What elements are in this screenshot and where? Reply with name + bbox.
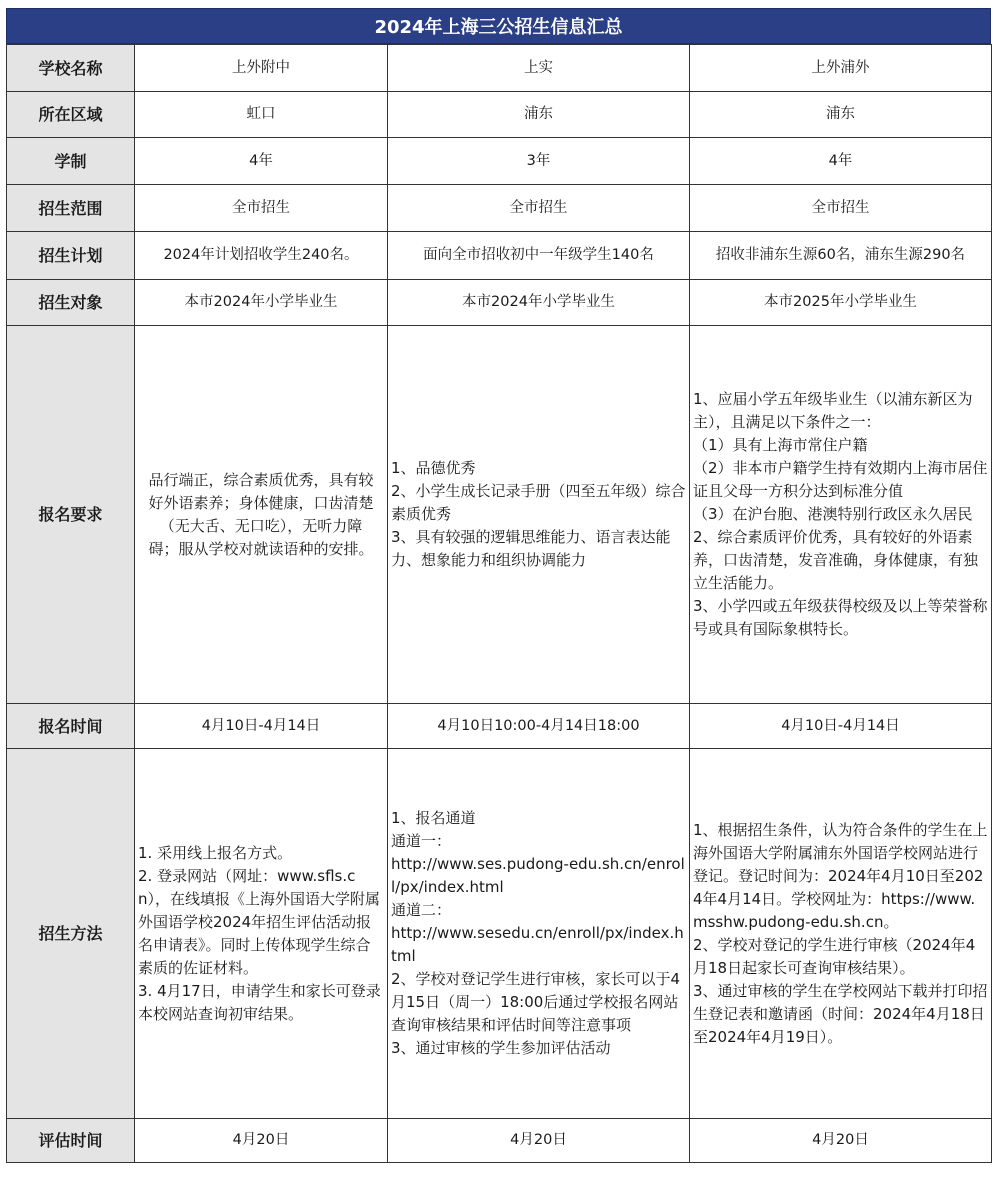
table-row <box>7 138 992 185</box>
req-line: 2、小学生成长记录手册（四至五年级）综合素质优秀 <box>391 482 686 523</box>
table-row <box>7 185 992 232</box>
row-label: 招生计划 <box>7 232 135 280</box>
table-row <box>7 232 992 280</box>
cell: 浦东 <box>690 92 992 138</box>
req-line: 3、具有较强的逻辑思维能力、语言表达能力、想象能力和组织协调能力 <box>391 528 671 569</box>
req-line: 1、应届小学五年级毕业生（以浦东新区为主），且满足以下条件之一： <box>693 390 973 431</box>
cell: 4年 <box>690 138 992 185</box>
table-row <box>7 1119 992 1163</box>
table-row <box>7 704 992 749</box>
table-row <box>7 326 992 704</box>
method-line: 2. 登录网站（网址：www.sfls.cn），在线填报《上海外国语大学附属外国语学校2024年招生评估活动报名申请表》。同时上传体现学生综合素质的佐证材料。 <box>138 866 381 977</box>
cell: 4月20日 <box>690 1119 992 1163</box>
method-line: 1、根据招生条件，认为符合条件的学生在上海外国语大学附属浦东外国语学校网站进行登记。登记时间为：2024年4月10日至2024年4月14日。学校网址为：https://www.msshw.pudong-edu.sh.cn。 <box>693 820 988 931</box>
cell-req-3 <box>690 326 992 704</box>
cell: 本市2025年小学毕业生 <box>690 280 992 326</box>
table-row <box>7 749 992 1119</box>
method-line: 3、通过审核的学生在学校网站下载并打印招生登记表和邀请函（时间：2024年4月18日至2024年4月19日）。 <box>693 981 988 1046</box>
cell: 浦东 <box>388 92 690 138</box>
info-sheet <box>6 8 991 1163</box>
method-line: 3、通过审核的学生参加评估活动 <box>391 1039 611 1057</box>
cell-req-1 <box>135 326 388 704</box>
method-line: 1. 采用线上报名方式。 <box>138 843 293 862</box>
cell: 本市2024年小学毕业生 <box>388 280 690 326</box>
cell: 4月20日 <box>135 1119 388 1163</box>
cell: 4年 <box>135 138 388 185</box>
row-label: 招生范围 <box>7 185 135 232</box>
req-line: （3）在沪台胞、港澳特别行政区永久居民 <box>693 505 973 523</box>
method-link[interactable]: http://www.sesedu.cn/enroll/px/index.html <box>391 924 684 965</box>
cell: 面向全市招收初中一年级学生140名 <box>388 232 690 280</box>
method-line: 通道二： <box>391 901 452 919</box>
row-label: 所在区域 <box>7 92 135 138</box>
info-table <box>6 44 992 1163</box>
cell: 全市招生 <box>135 185 388 232</box>
cell: 3年 <box>388 138 690 185</box>
cell: 2024年计划招收学生240名。 <box>135 232 388 280</box>
cell: 4月10日10:00-4月14日18:00 <box>388 704 690 749</box>
method-link[interactable]: http://www.ses.pudong-edu.sh.cn/enroll/px/index.html <box>391 855 685 896</box>
req-line: 2、综合素质评价优秀，具有较好的外语素养，口齿清楚，发音准确，身体健康，有独立生活能力。 <box>693 528 979 592</box>
cell-method-1 <box>135 749 388 1119</box>
cell-req-2 <box>388 326 690 704</box>
req-line: （2）非本市户籍学生持有效期内上海市居住证且父母一方积分达到标准分值 <box>693 459 988 500</box>
table-row <box>7 45 992 92</box>
cell: 全市招生 <box>690 185 992 232</box>
row-label: 评估时间 <box>7 1119 135 1163</box>
method-line: 通道一： <box>391 832 452 850</box>
req-line: 1、品德优秀 <box>391 459 476 477</box>
table-row <box>7 92 992 138</box>
sheet-title: 2024年上海三公招生信息汇总 <box>6 8 991 44</box>
req-text: 品行端正，综合素质优秀，具有较好外语素养；身体健康，口齿清楚（无大舌、无口吃），无听力障碍；服从学校对就读语种的安排。 <box>148 470 374 558</box>
cell: 本市2024年小学毕业生 <box>135 280 388 326</box>
row-label: 招生方法 <box>7 749 135 1119</box>
row-label: 报名要求 <box>7 326 135 704</box>
row-label: 报名时间 <box>7 704 135 749</box>
req-line: 3、小学四或五年级获得校级及以上等荣誉称号或具有国际象棋特长。 <box>693 597 988 638</box>
cell: 虹口 <box>135 92 388 138</box>
method-line: 3. 4月17日，申请学生和家长可登录本校网站查询初审结果。 <box>138 981 381 1023</box>
cell-method-2 <box>388 749 690 1119</box>
method-line: 1、报名通道 <box>391 809 476 827</box>
cell: 4月10日-4月14日 <box>135 704 388 749</box>
table-row <box>7 280 992 326</box>
cell: 上外浦外 <box>690 45 992 92</box>
cell: 4月20日 <box>388 1119 690 1163</box>
req-line: （1）具有上海市常住户籍 <box>693 436 868 454</box>
cell: 上实 <box>388 45 690 92</box>
row-label: 学制 <box>7 138 135 185</box>
row-label: 招生对象 <box>7 280 135 326</box>
cell: 全市招生 <box>388 185 690 232</box>
cell-method-3 <box>690 749 992 1119</box>
cell: 招收非浦东生源60名，浦东生源290名 <box>690 232 992 280</box>
cell: 4月10日-4月14日 <box>690 704 992 749</box>
method-line: 2、学校对登记学生进行审核，家长可以于4月15日（周一）18:00后通过学校报名网站查询审核结果和评估时间等注意事项 <box>391 970 681 1034</box>
cell: 上外附中 <box>135 45 388 92</box>
method-line: 2、学校对登记的学生进行审核（2024年4月18日起家长可查询审核结果）。 <box>693 935 976 977</box>
row-label: 学校名称 <box>7 45 135 92</box>
